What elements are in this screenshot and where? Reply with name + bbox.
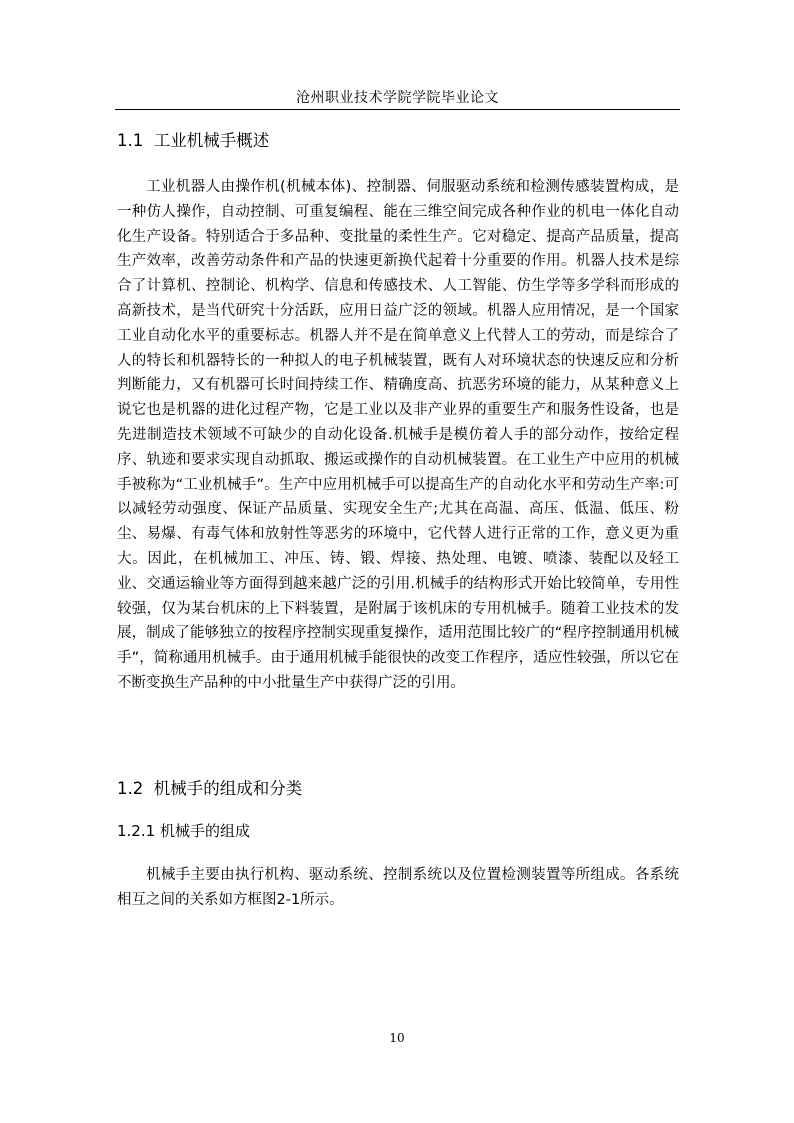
section-heading-1-2	[117, 778, 302, 800]
section-number: 1.1	[117, 131, 144, 150]
subsection-title: 机械手的组成	[159, 822, 250, 840]
section-title: 工业机械手概述	[153, 131, 270, 150]
header-rule	[115, 109, 680, 110]
subsection-number: 1.2.1	[117, 822, 156, 840]
section-heading-1-1	[117, 130, 269, 152]
body-paragraph-1-2-1: 机械手主要由执行机构、驱动系统、控制系统以及位置检测装置等所组成。各系统相互之间的关系如方框图2-1所示。	[117, 867, 679, 908]
subsection-heading-1-2-1	[117, 821, 250, 841]
page-number: 10	[389, 1031, 405, 1045]
running-header: 沧州职业技术学院学院毕业论文	[296, 90, 499, 106]
section-title: 机械手的组成和分类	[153, 779, 303, 798]
body-paragraph-1-1: 工业机器人由操作机(机械本体)、控制器、伺服驱动系统和检测传感装置构成，是一种仿人操作，自动控制、可重复编程、能在三维空间完成各种作业的机电一体化自动化生产设备。特别适合于多品种、变批量的柔性生产。它对稳定、提高产品质量，提高生产效率，改善劳动条件和产品的快速更新换代起着十分重要的作用。机器人技术是综合了计算机、控制论、机构学、信息和传感技术、人工智能、仿生学等多学科而形成的高新技术，是当代研究十分活跃，应用日益广泛的领域。机器人应用情况，是一个国家工业自动化水平的重要标志。机器人并不是在简单意义上代替人工的劳动，而是综合了人的特长和机器特长的一种拟人的电子机械装置，既有人对环境状态的快速反应和分析判断能力，又有机器可长时间持续工作、精确度高、抗恶劣环境的能力，从某种意义上说它也是机器的进化过程产物，它是工业以及非产业界的重要生产和服务性设备，也是先进制造技术领域不可缺少的自动化设备.机械手是模仿着人手的部分动作，按给定程序、轨迹和要求实现自动抓取、搬运或操作的自动机械装置。在工业生产中应用的机械手被称为“工业机械手”。生产中应用机械手可以提高生产的自动化水平和劳动生产率:可以减轻劳动强度、保证产品质量、实现安全生产;尤其在高温、高压、低温、低压、粉尘、易爆、有毒气体和放射性等恶劣的环境中，它代替人进行正常的工作，意义更为重大。因此，在机械加工、冲压、铸、锻、焊接、热处理、电镀、喷漆、装配以及轻工业、交通运输业等方面得到越来越广泛的引用.机械手的结构形式开始比较简单，专用性较强，仅为某台机床的上下料装置，是附属于该机床的专用机械手。随着工业技术的发展，制成了能够独立的按程序控制实现重复操作，适用范围比较广的“程序控制通用机械手”，简称通用机械手。由于通用机械手能很快的改变工作程序，适应性较强，所以它在不断变换生产品种的中小批量生产中获得广泛的引用。	[117, 179, 679, 691]
section-number: 1.2	[117, 779, 144, 798]
